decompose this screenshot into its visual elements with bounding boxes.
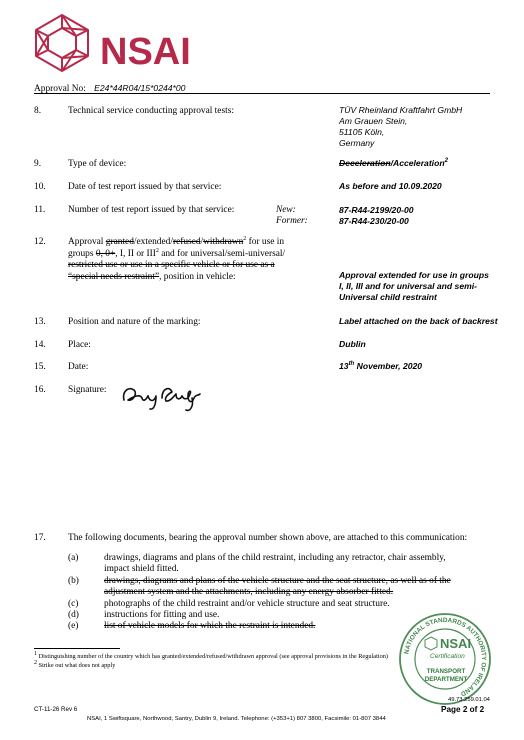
item-12-value [339, 270, 489, 303]
nsai-certification-stamp [398, 612, 492, 706]
text: / [200, 237, 204, 247]
item-9-value-struck: Deceleration [339, 158, 391, 168]
item-12-line-1 [68, 237, 328, 249]
item-13-label: Position and nature of the marking: [68, 317, 201, 327]
page-number: Page 2 of 2 [441, 705, 485, 714]
footnote-text: Strike out what does not apply [37, 662, 116, 669]
item-16-label: Signature: [68, 385, 107, 395]
footer-address: NSAI, 1 Swiftsquare, Northwood, Santry, Dublin 9, Ireland. Telephone: (+353+1) 807 3800, Facsimile: 01-807 3844 [87, 716, 386, 722]
doc-line: adjustment system and the attachments, including any energy absorber fitted. [104, 587, 394, 597]
footnote-1 [34, 652, 434, 661]
item-12-number: 12. [34, 237, 46, 247]
item-13-value: Label attached on the back of backrest [339, 316, 498, 326]
item-11-label: Number of test report issued by that service: [68, 205, 235, 215]
item-11-sublabels [276, 205, 308, 227]
footnote-ref: 2 [243, 235, 247, 242]
footnote-ref: 2 [155, 247, 159, 254]
item-11-new-value: 87-R44-2199/20-00 [339, 205, 414, 215]
item-9-value-rest: /Acceleration [390, 158, 445, 168]
approval-number: E24*44R04/15*0244*00 [94, 83, 186, 93]
doc-line: drawings, diagrams and plans of the child restraint, including any retractor, chair assembly, [104, 553, 446, 563]
doc-item-c: photographs of the child restraint and/or vehicle structure and seat structure. [104, 599, 390, 609]
doc-item-d: instructions for fitting and use. [104, 610, 220, 620]
footnote-2 [34, 661, 434, 670]
text: , position in vehicle: [159, 271, 236, 282]
doc-key: (d) [68, 610, 79, 620]
item-17-number: 17. [34, 533, 46, 543]
item-12-line-3: restricted use or use in a specific vehicle or for use as a [68, 260, 275, 270]
doc-key: (c) [68, 599, 79, 609]
item-12-line-4 [68, 272, 328, 284]
stamp-dept [424, 668, 468, 684]
item-16-number: 16. [34, 385, 46, 395]
text: for use in [246, 237, 285, 247]
stamp-dept-line: DEPARTMENT [424, 676, 468, 683]
handwritten-signature [118, 376, 210, 414]
item-8-value-line: TÜV Rheinland Kraftfahrt GmbH [339, 105, 463, 115]
text: and for universal/semi-universal/ [158, 248, 286, 259]
logo-wordmark: NSAI [100, 31, 191, 73]
item-15-label: Date: [68, 362, 89, 372]
footnote-text: Distinguishing number of the country which has granted/extended/refused/withdrawn approval (see approval provisions in the Regulation) [37, 653, 388, 660]
item-8-value-line: Germany [339, 138, 375, 148]
struck-text: granted [105, 237, 134, 247]
text: groups [68, 248, 96, 259]
item-11-new-label: New: [276, 205, 296, 215]
item-10-number: 10. [34, 182, 46, 192]
nsai-logo-mark [30, 12, 94, 74]
item-12-line-2 [68, 249, 328, 261]
item-8-value-line: 51105 Köln, [339, 127, 385, 137]
item-8-number: 8. [34, 106, 42, 116]
doc-line: drawings, diagrams and plans of the vehicle structure and the seat structure, as well as of the [104, 576, 451, 586]
item-11-former-label: Former: [276, 216, 308, 226]
item-11-former-value: 87-R44-230/20-00 [339, 216, 409, 226]
approval-label: Approval No: [34, 84, 86, 94]
item-10-value: As before and 10.09.2020 [339, 181, 442, 191]
doc-item-e: list of vehicle models for which the restraint is intended. [104, 621, 316, 631]
item-9-number: 9. [34, 159, 42, 169]
struck-text: 0, 0+ [95, 248, 116, 259]
struck-text: “special needs restraint” [68, 271, 160, 282]
text: , I, II or III [115, 248, 156, 259]
doc-key: (e) [68, 621, 79, 631]
footnotes [34, 652, 434, 670]
stamp-sub-text: Certification [430, 653, 465, 660]
item-9-value [339, 158, 448, 169]
item-12-value-line: Universal child restraint [339, 292, 437, 302]
item-15-number: 15. [34, 362, 46, 372]
text: November, 2020 [354, 361, 423, 371]
stamp-center-text: NSAI [440, 636, 472, 651]
header-rule [34, 93, 490, 94]
struck-text: refused [172, 237, 201, 247]
item-14-number: 14. [34, 340, 46, 350]
ordinal-suffix: th [348, 361, 355, 368]
doc-key: (a) [68, 553, 79, 563]
form-code: CT-11-26 Rev 6 [34, 706, 78, 713]
doc-line: impact shield fitted. [104, 564, 179, 574]
footnote-rule [34, 648, 120, 649]
struck-text: withdrawn [203, 237, 244, 247]
text: /extended/ [133, 237, 173, 247]
doc-item-b [104, 576, 484, 598]
item-9-label: Type of device: [68, 159, 127, 169]
item-17-label: The following documents, bearing the approval number shown above, are attached to this communication: [68, 533, 468, 543]
item-12-value-line: I, II, III and for universal and semi- [339, 281, 478, 291]
item-11-values [339, 205, 414, 227]
item-9-footnote-ref: 2 [444, 158, 448, 165]
item-8-value [339, 105, 462, 149]
item-15-value [339, 361, 422, 372]
item-14-label: Place: [68, 340, 91, 350]
doc-item-a [104, 553, 484, 575]
footnote-marker: 2 [34, 659, 37, 666]
item-8-value-line: Am Grauen Stein, [339, 116, 408, 126]
item-12-value-line: Approval extended for use in groups [339, 270, 489, 280]
item-13-number: 13. [34, 317, 46, 327]
stamp-dept-line: TRANSPORT [426, 668, 466, 675]
doc-key: (b) [68, 576, 79, 586]
doc-reference: 49.73.259.01.04 [448, 697, 490, 703]
text: Approval [68, 237, 106, 247]
item-12-label [68, 237, 328, 283]
stamp-ring-text: NATIONAL STANDARDS AUTHORITY OF IRELAND [403, 616, 488, 698]
item-10-label: Date of test report issued by that service: [68, 182, 222, 192]
item-11-number: 11. [34, 205, 46, 215]
footnote-marker: 1 [34, 650, 37, 657]
text: 13 [339, 361, 349, 371]
item-14-value: Dublin [339, 339, 366, 349]
item-8-label: Technical service conducting approval tests: [68, 106, 234, 116]
stamp-logo-mark [425, 637, 437, 650]
